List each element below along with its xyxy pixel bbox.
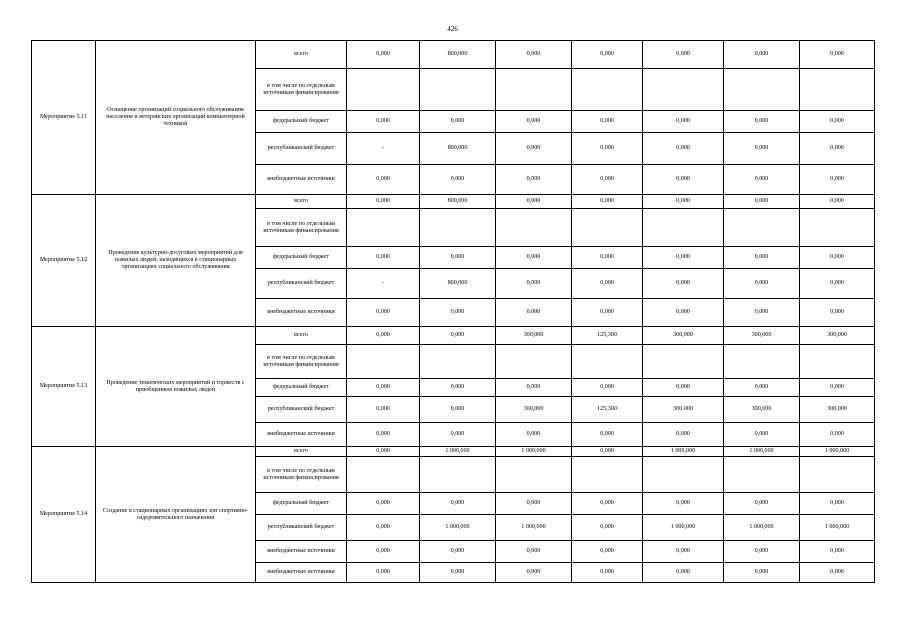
value-cell: 0,000 [496, 299, 572, 327]
funding-source-label: в том числе по отдельным источникам финансирования [256, 69, 347, 111]
measure-title: Создание в стационарных организациях зон спортивно-оздоровительного назначения [96, 447, 256, 583]
value-cell: 1 000,000 [420, 515, 496, 541]
value-cell: 0,000 [800, 247, 875, 269]
table-row [32, 195, 875, 209]
funding-source-label: внебюджетные источники [256, 563, 347, 583]
value-cell: 0,000 [643, 299, 724, 327]
value-cell: 125,300 [572, 397, 643, 423]
funding-source-label: внебюджетные источники [256, 299, 347, 327]
value-cell [420, 457, 496, 493]
value-cell [347, 457, 420, 493]
value-cell: 0,000 [800, 195, 875, 209]
value-cell: 0,000 [572, 447, 643, 457]
value-cell [724, 209, 800, 247]
value-cell: - [347, 269, 420, 299]
value-cell: 0,000 [420, 247, 496, 269]
value-cell: 0,000 [420, 493, 496, 515]
value-cell: 1 000,000 [724, 447, 800, 457]
value-cell: 0,000 [572, 195, 643, 209]
value-cell: 0,000 [347, 397, 420, 423]
value-cell: 1 000,000 [724, 515, 800, 541]
value-cell: 0,000 [496, 247, 572, 269]
value-cell: 1 000,000 [800, 447, 875, 457]
value-cell: 0,000 [496, 195, 572, 209]
value-cell: 0,000 [496, 493, 572, 515]
value-cell: 800,000 [420, 41, 496, 69]
measure-title: Проведение тематических мероприятий и торжеств с приобщением пожилых людей [96, 327, 256, 447]
value-cell: 0,000 [643, 165, 724, 195]
value-cell: 0,000 [724, 133, 800, 165]
value-cell: 0,000 [347, 515, 420, 541]
value-cell: 0,000 [572, 379, 643, 397]
value-cell: 0,000 [724, 541, 800, 563]
value-cell [800, 69, 875, 111]
value-cell: 0,000 [572, 247, 643, 269]
value-cell: 300,000 [643, 397, 724, 423]
value-cell: 0,000 [496, 269, 572, 299]
funding-source-label: республиканский бюджет [256, 397, 347, 423]
table-row [32, 447, 875, 457]
value-cell: 300,000 [800, 327, 875, 345]
value-cell [643, 457, 724, 493]
value-cell: 1 000,000 [496, 515, 572, 541]
value-cell: 0,000 [643, 41, 724, 69]
value-cell: 0,000 [496, 133, 572, 165]
value-cell: 0,000 [347, 165, 420, 195]
value-cell: 0,000 [572, 493, 643, 515]
value-cell: 1 000,000 [496, 447, 572, 457]
value-cell: 0,000 [420, 299, 496, 327]
value-cell: 0,000 [643, 133, 724, 165]
value-cell [643, 69, 724, 111]
measure-title: Оснащение организаций социального обслуживания населения и ветеранских организаций компьютерной техникой [96, 41, 256, 195]
value-cell: 800,000 [420, 269, 496, 299]
funding-source-label: федеральный бюджет [256, 111, 347, 133]
value-cell: 0,000 [496, 41, 572, 69]
value-cell: 0,000 [724, 165, 800, 195]
measure-code: Мероприятие 5.13 [32, 327, 96, 447]
value-cell: 0,000 [800, 41, 875, 69]
value-cell: 0,000 [643, 195, 724, 209]
value-cell: 0,000 [724, 195, 800, 209]
value-cell [347, 69, 420, 111]
value-cell [496, 209, 572, 247]
value-cell: 0,000 [347, 493, 420, 515]
funding-source-label: всего [256, 195, 347, 209]
value-cell [724, 345, 800, 379]
value-cell: 0,000 [724, 269, 800, 299]
value-cell: 0,000 [347, 327, 420, 345]
funding-source-label: республиканский бюджет [256, 515, 347, 541]
value-cell [572, 209, 643, 247]
value-cell: 0,000 [572, 515, 643, 541]
funding-source-label: внебюджетные источники [256, 541, 347, 563]
value-cell: 0,000 [643, 269, 724, 299]
value-cell [724, 69, 800, 111]
value-cell: 0,000 [420, 111, 496, 133]
value-cell: 0,000 [643, 563, 724, 583]
value-cell: 1 000,000 [800, 515, 875, 541]
value-cell: 0,000 [420, 423, 496, 447]
value-cell: 0,000 [496, 541, 572, 563]
value-cell [420, 69, 496, 111]
measure-code: Мероприятие 5.14 [32, 447, 96, 583]
value-cell: 300,000 [496, 327, 572, 345]
value-cell: 300,000 [724, 397, 800, 423]
value-cell [572, 345, 643, 379]
value-cell: 0,000 [800, 299, 875, 327]
value-cell: 0,000 [800, 563, 875, 583]
value-cell: 0,000 [572, 299, 643, 327]
funding-source-label: всего [256, 327, 347, 345]
value-cell: 0,000 [800, 165, 875, 195]
value-cell: 0,000 [724, 299, 800, 327]
value-cell: 0,000 [496, 379, 572, 397]
table-row [32, 327, 875, 345]
value-cell [496, 457, 572, 493]
funding-source-label: внебюджетные источники [256, 165, 347, 195]
value-cell [420, 345, 496, 379]
value-cell: 0,000 [347, 541, 420, 563]
value-cell: 300,000 [800, 397, 875, 423]
value-cell: 0,000 [347, 247, 420, 269]
value-cell: 0,000 [800, 423, 875, 447]
value-cell: 0,000 [347, 195, 420, 209]
value-cell: 800,000 [420, 195, 496, 209]
value-cell: 0,000 [724, 111, 800, 133]
value-cell: 0,000 [643, 247, 724, 269]
value-cell [724, 457, 800, 493]
value-cell: - [347, 133, 420, 165]
value-cell: 0,000 [800, 541, 875, 563]
value-cell: 1 000,000 [643, 447, 724, 457]
funding-source-label: в том числе по отдельным источникам финансирования [256, 345, 347, 379]
funding-source-label: всего [256, 447, 347, 457]
funding-source-label: федеральный бюджет [256, 247, 347, 269]
value-cell [800, 457, 875, 493]
value-cell: 0,000 [643, 493, 724, 515]
value-cell: 0,000 [420, 541, 496, 563]
funding-source-label: республиканский бюджет [256, 133, 347, 165]
value-cell [572, 69, 643, 111]
value-cell: 0,000 [800, 133, 875, 165]
value-cell: 0,000 [643, 379, 724, 397]
value-cell: 0,000 [643, 541, 724, 563]
funding-source-label: в том числе по отдельным источникам финансирования [256, 209, 347, 247]
value-cell: 0,000 [724, 379, 800, 397]
value-cell [347, 209, 420, 247]
value-cell: 1 000,000 [420, 447, 496, 457]
funding-source-label: в том числе по отдельным источникам финансирования [256, 457, 347, 493]
value-cell [496, 345, 572, 379]
funding-source-label: федеральный бюджет [256, 379, 347, 397]
value-cell: 0,000 [420, 397, 496, 423]
value-cell: 0,000 [347, 563, 420, 583]
value-cell: 0,000 [496, 165, 572, 195]
value-cell [420, 209, 496, 247]
value-cell [347, 345, 420, 379]
value-cell: 1 000,000 [643, 515, 724, 541]
value-cell: 0,000 [724, 247, 800, 269]
value-cell: 0,000 [572, 563, 643, 583]
value-cell: 0,000 [724, 493, 800, 515]
value-cell: 0,000 [724, 563, 800, 583]
value-cell: 0,000 [572, 133, 643, 165]
funding-source-label: республиканский бюджет [256, 269, 347, 299]
value-cell: 0,000 [572, 165, 643, 195]
value-cell [643, 209, 724, 247]
funding-source-label: федеральный бюджет [256, 493, 347, 515]
value-cell: 0,000 [572, 541, 643, 563]
value-cell [800, 209, 875, 247]
value-cell: 0,000 [800, 269, 875, 299]
value-cell: 0,000 [724, 41, 800, 69]
value-cell [800, 345, 875, 379]
measure-code: Мероприятие 5.12 [32, 195, 96, 327]
value-cell: 0,000 [347, 299, 420, 327]
funding-source-label: всего [256, 41, 347, 69]
measure-title: Проведение культурно-досуговых мероприятий для пожилых людей, находящихся в стационарных организациях социального обслуживания [96, 195, 256, 327]
value-cell: 0,000 [347, 379, 420, 397]
value-cell: 300,000 [496, 397, 572, 423]
value-cell: 300,000 [724, 327, 800, 345]
value-cell: 800,000 [420, 133, 496, 165]
value-cell: 0,000 [643, 423, 724, 447]
table-row [32, 41, 875, 69]
value-cell: 0,000 [347, 111, 420, 133]
funding-table [31, 40, 875, 583]
value-cell: 0,000 [800, 493, 875, 515]
value-cell: 0,000 [572, 423, 643, 447]
value-cell [572, 457, 643, 493]
value-cell: 0,000 [420, 327, 496, 345]
value-cell: 300,000 [643, 327, 724, 345]
value-cell: 0,000 [420, 165, 496, 195]
value-cell: 0,000 [496, 563, 572, 583]
value-cell: 0,000 [347, 41, 420, 69]
value-cell: 0,000 [496, 423, 572, 447]
value-cell: 0,000 [347, 447, 420, 457]
value-cell: 0,000 [420, 563, 496, 583]
value-cell: 0,000 [572, 41, 643, 69]
value-cell: 0,000 [420, 379, 496, 397]
page-number: 426 [447, 25, 458, 33]
funding-source-label: внебюджетные источники [256, 423, 347, 447]
value-cell: 0,000 [572, 111, 643, 133]
value-cell: 125,300 [572, 327, 643, 345]
measure-code: Мероприятие 5.11 [32, 41, 96, 195]
value-cell [496, 69, 572, 111]
value-cell: 0,000 [572, 269, 643, 299]
value-cell: 0,000 [347, 423, 420, 447]
value-cell: 0,000 [643, 111, 724, 133]
value-cell [643, 345, 724, 379]
value-cell: 0,000 [724, 423, 800, 447]
value-cell: 0,000 [800, 379, 875, 397]
value-cell: 0,000 [800, 111, 875, 133]
value-cell: 0,000 [496, 111, 572, 133]
